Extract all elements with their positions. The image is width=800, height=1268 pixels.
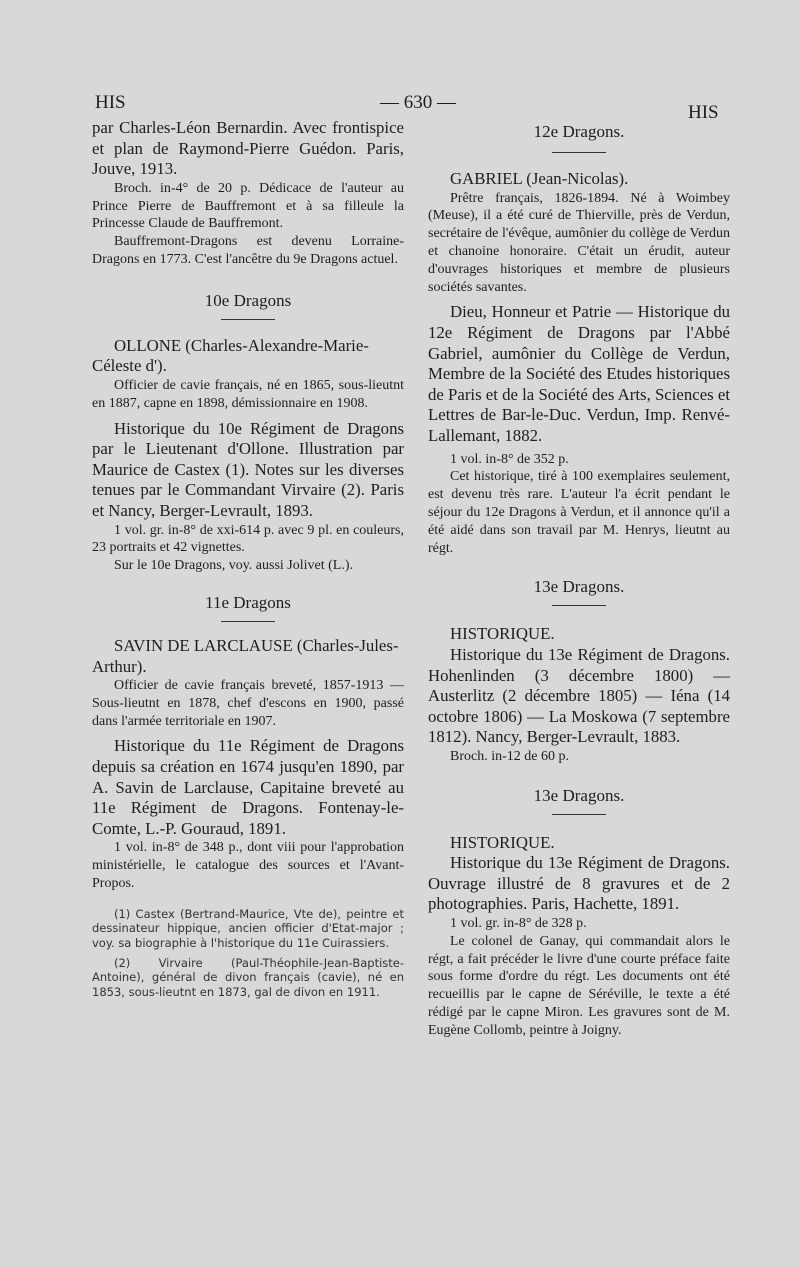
- author-heading: GABRIEL (Jean-Nicolas).: [450, 169, 629, 188]
- author-bio: Officier de cavie français, né en 1865, sous-lieutnt en 1887, capne en 1898, démissionnaire en 1908.: [92, 377, 404, 411]
- entry-note: Le colonel de Ganay, qui commandait alors le régt, a fait précéder le livre d'une courte préface faite sous forme d'ordre du régt. Les documents ont été recueillis par le capne de Séréville, le texte a été rédigé par le capne Miron. Les gravures sont de M. Eugène Collomb, peintre à Joigny.: [428, 933, 730, 1038]
- running-head-left: HIS: [95, 92, 126, 113]
- entry-note: Broch. in-12 de 60 p.: [450, 748, 569, 764]
- entry-note: 1 vol. gr. in-8° de xxi-614 p. avec 9 pl. en couleurs, 23 portraits et 42 vignettes.: [92, 522, 404, 556]
- entry-title: Historique du 13e Régiment de Dragons. Hohenlinden (3 décembre 1800) — Austerlitz (2 décembre 1805) — Iéna (14 octobre 1806) — La Moskowa (7 septembre 1812). Nancy, Berger-Levrault, 1883.: [428, 644, 730, 747]
- entry-intro-note: Bauffremont-Dragons est devenu Lorraine-Dragons en 1773. C'est l'ancêtre du 9e Dragons actuel.: [92, 234, 404, 267]
- entry-note: 1 vol. in-8° de 352 p.: [450, 451, 569, 467]
- right-column: [428, 122, 730, 1040]
- left-column: [92, 118, 404, 999]
- section-heading: 13e Dragons.: [533, 577, 625, 597]
- author-bio: Prêtre français, 1826-1894. Né à Woimbey (Meuse), il a été curé de Thierville, près de Verdun, secrétaire de l'évêque, aumônier du collège de Verdun et chanoine honoraire. C'était un érudit, auteur d'ouvrages historiques et membre de plusieurs sociétés savantes.: [428, 190, 730, 295]
- author-bio: Officier de cavie français breveté, 1857-1913 — Sous-lieutnt en 1878, chef d'escons en 1900, passé dans l'armée territoriale en 1907.: [92, 678, 404, 729]
- page-number: — 630 —: [380, 92, 456, 113]
- author-heading: HISTORIQUE.: [450, 624, 555, 644]
- entry-title: Historique du 11e Régiment de Dragons depuis sa création en 1674 jusqu'en 1890, par A. Savin de Larclause, Capitaine breveté au 11e Régiment de Dragons. Fontenay-le-Comte, L.-P. Gouraud, 1891.: [92, 736, 404, 838]
- author-heading: SAVIN DE LARCLAUSE (Charles-Jules-Arthur).: [92, 635, 399, 676]
- entry-title: Historique du 10e Régiment de Dragons par le Lieutenant d'Ollone. Illustration par Maurice de Castex (1). Notes sur les diverses tenues par le Commandant Virvaire (2). Paris et Nancy, Berger-Levrault, 1893.: [92, 418, 404, 520]
- footnote: (2) Virvaire (Paul-Théophile-Jean-Baptiste-Antoine), général de divon français (cavie), né en 1853, sous-lieutnt en 1873, gal de divon en 1911.: [92, 956, 404, 999]
- entry-note: 1 vol. in-8° de 348 p., dont viii pour l'approbation ministérielle, le catalogue des sources et l'Avant-Propos.: [92, 840, 404, 892]
- author-heading: HISTORIQUE.: [450, 832, 555, 852]
- section-heading: 10e Dragons: [204, 290, 292, 310]
- section-heading: 12e Dragons.: [533, 122, 625, 141]
- section-heading: 13e Dragons.: [533, 785, 625, 805]
- entry-intro-note: Broch. in-4° de 20 p. Dédicace de l'auteur au Prince Pierre de Bauffremont et à sa filleule la Princesse Claude de Bauffremont.: [92, 180, 404, 232]
- section-heading: 11e Dragons: [205, 592, 291, 612]
- entry-note: Sur le 10e Dragons, voy. aussi Jolivet (L.).: [114, 558, 353, 574]
- entry-intro-title: par Charles-Léon Bernardin. Avec frontispice et plan de Raymond-Pierre Guédon. Paris, Jouve, 1913.: [92, 118, 404, 179]
- entry-title: Dieu, Honneur et Patrie — Historique du 12e Régiment de Dragons par l'Abbé Gabriel, aumônier du Collège de Verdun, Membre de la Société des Etudes historiques de Paris et de la Société des Arts, Sciences et Lettres de Bar-le-Duc. Verdun, Imp. Renvé-Lallemant, 1882.: [428, 302, 730, 445]
- running-head-right: HIS: [688, 102, 719, 123]
- entry-title: Historique du 13e Régiment de Dragons. Ouvrage illustré de 8 gravures et de 2 photographies. Paris, Hachette, 1891.: [428, 853, 730, 914]
- entry-note: Cet historique, tiré à 100 exemplaires seulement, est devenu très rare. L'auteur l'a écrit pendant le séjour du 12e Dragons à Verdun, et il annonce qu'il a été aidé dans son travail par M. Henrys, lieutnt au régt.: [428, 469, 730, 556]
- author-heading: OLLONE (Charles-Alexandre-Marie-Céleste d').: [92, 335, 369, 376]
- footnote: (1) Castex (Bertrand-Maurice, Vte de), peintre et dessinateur hippique, ancien officier d'Etat-major ; voy. sa biographie à l'historique du 11e Cuirassiers.: [92, 906, 404, 950]
- entry-note: 1 vol. gr. in-8° de 328 p.: [450, 916, 587, 932]
